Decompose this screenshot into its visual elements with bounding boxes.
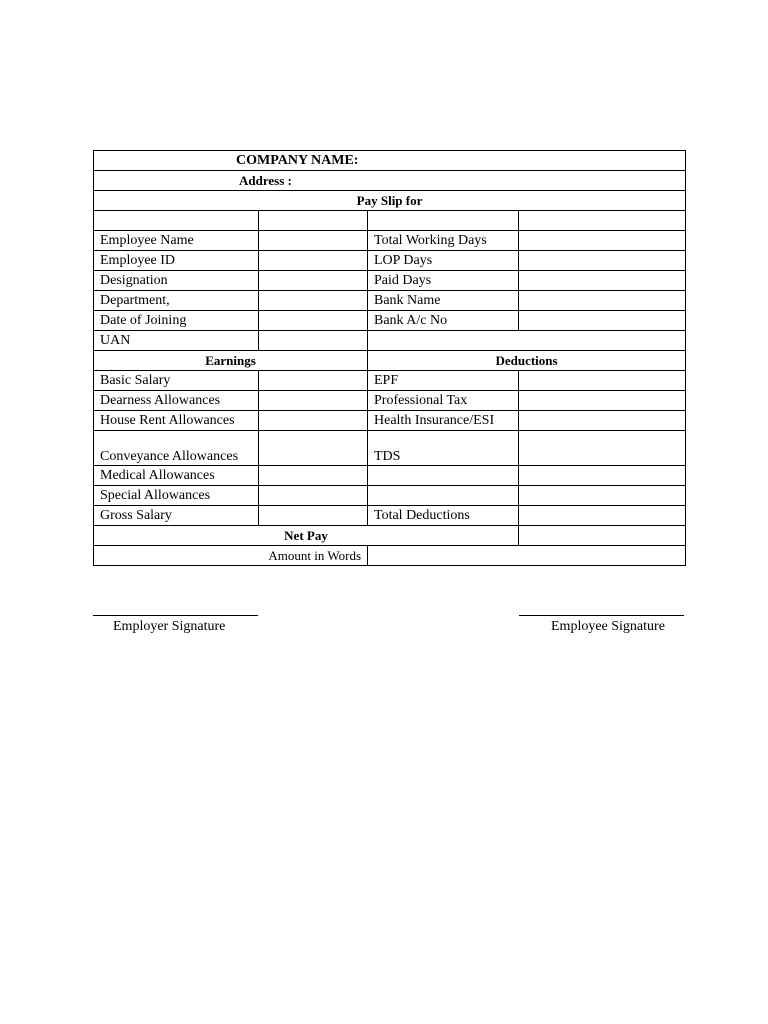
epf-label: EPF (368, 371, 519, 391)
paid-days-value (519, 271, 686, 291)
date-of-joining-label: Date of Joining (94, 311, 259, 331)
blank-cell (368, 211, 519, 231)
bank-name-label: Bank Name (368, 291, 519, 311)
employee-detail-row (94, 311, 686, 331)
employee-name-value (259, 231, 368, 251)
basic-salary-value (259, 371, 368, 391)
line-item-row (94, 371, 686, 391)
bank-name-value (519, 291, 686, 311)
employee-id-label: Employee ID (94, 251, 259, 271)
date-of-joining-value (259, 311, 368, 331)
tds-value (519, 431, 686, 466)
employee-signature-label: Employee Signature (551, 619, 665, 634)
company-name: COMPANY NAME: (94, 151, 686, 171)
bank-account-label: Bank A/c No (368, 311, 519, 331)
pay-slip-table (93, 150, 686, 566)
department-label: Department, (94, 291, 259, 311)
uan-value (259, 331, 368, 351)
blank-cell (368, 466, 519, 486)
epf-value (519, 371, 686, 391)
employee-detail-row (94, 251, 686, 271)
employer-signature-line (93, 615, 258, 616)
bank-account-value (519, 311, 686, 331)
dearness-allowances-label: Dearness Allowances (94, 391, 259, 411)
special-allowances-label: Special Allowances (94, 486, 259, 506)
net-pay-label: Net Pay (94, 526, 519, 546)
amount-in-words-value (368, 546, 686, 566)
line-item-row (94, 431, 686, 466)
designation-value (259, 271, 368, 291)
company-name-row (94, 151, 686, 171)
professional-tax-value (519, 391, 686, 411)
blank-cell (259, 211, 368, 231)
address-row (94, 171, 686, 191)
lop-days-value (519, 251, 686, 271)
net-pay-row (94, 526, 686, 546)
pay-slip-for-label: Pay Slip for (94, 191, 686, 211)
dearness-allowances-value (259, 391, 368, 411)
total-working-days-label: Total Working Days (368, 231, 519, 251)
health-insurance-label: Health Insurance/ESI (368, 411, 519, 431)
employee-detail-row (94, 231, 686, 251)
blank-row (94, 211, 686, 231)
house-rent-allowances-label: House Rent Allowances (94, 411, 259, 431)
earnings-header: Earnings (94, 351, 368, 371)
line-item-row (94, 391, 686, 411)
health-insurance-value (519, 411, 686, 431)
line-item-row (94, 411, 686, 431)
total-deductions-value (519, 506, 686, 526)
employee-name-label: Employee Name (94, 231, 259, 251)
conveyance-allowances-label: Conveyance Allowances (94, 431, 259, 466)
blank-cell (519, 486, 686, 506)
gross-salary-label: Gross Salary (94, 506, 259, 526)
employee-detail-row (94, 331, 686, 351)
net-pay-value (519, 526, 686, 546)
total-deductions-label: Total Deductions (368, 506, 519, 526)
totals-row (94, 506, 686, 526)
pay-slip-for-row (94, 191, 686, 211)
lop-days-label: LOP Days (368, 251, 519, 271)
line-item-row (94, 466, 686, 486)
employee-detail-row (94, 291, 686, 311)
tds-label: TDS (368, 431, 519, 466)
special-allowances-value (259, 486, 368, 506)
employee-detail-row (94, 271, 686, 291)
gross-salary-value (259, 506, 368, 526)
address-label: Address : (94, 171, 686, 191)
department-value (259, 291, 368, 311)
designation-label: Designation (94, 271, 259, 291)
medical-allowances-label: Medical Allowances (94, 466, 259, 486)
employee-id-value (259, 251, 368, 271)
uan-label: UAN (94, 331, 259, 351)
line-item-row (94, 486, 686, 506)
employee-signature-line (519, 615, 684, 616)
total-working-days-value (519, 231, 686, 251)
basic-salary-label: Basic Salary (94, 371, 259, 391)
blank-cell (368, 331, 686, 351)
section-header-row (94, 351, 686, 371)
house-rent-allowances-value (259, 411, 368, 431)
conveyance-allowances-value (259, 431, 368, 466)
blank-cell (519, 211, 686, 231)
blank-cell (94, 211, 259, 231)
professional-tax-label: Professional Tax (368, 391, 519, 411)
blank-cell (519, 466, 686, 486)
amount-in-words-label: Amount in Words (94, 546, 368, 566)
medical-allowances-value (259, 466, 368, 486)
paid-days-label: Paid Days (368, 271, 519, 291)
blank-cell (368, 486, 519, 506)
deductions-header: Deductions (368, 351, 686, 371)
employer-signature-label: Employer Signature (113, 619, 226, 634)
amount-in-words-row (94, 546, 686, 566)
